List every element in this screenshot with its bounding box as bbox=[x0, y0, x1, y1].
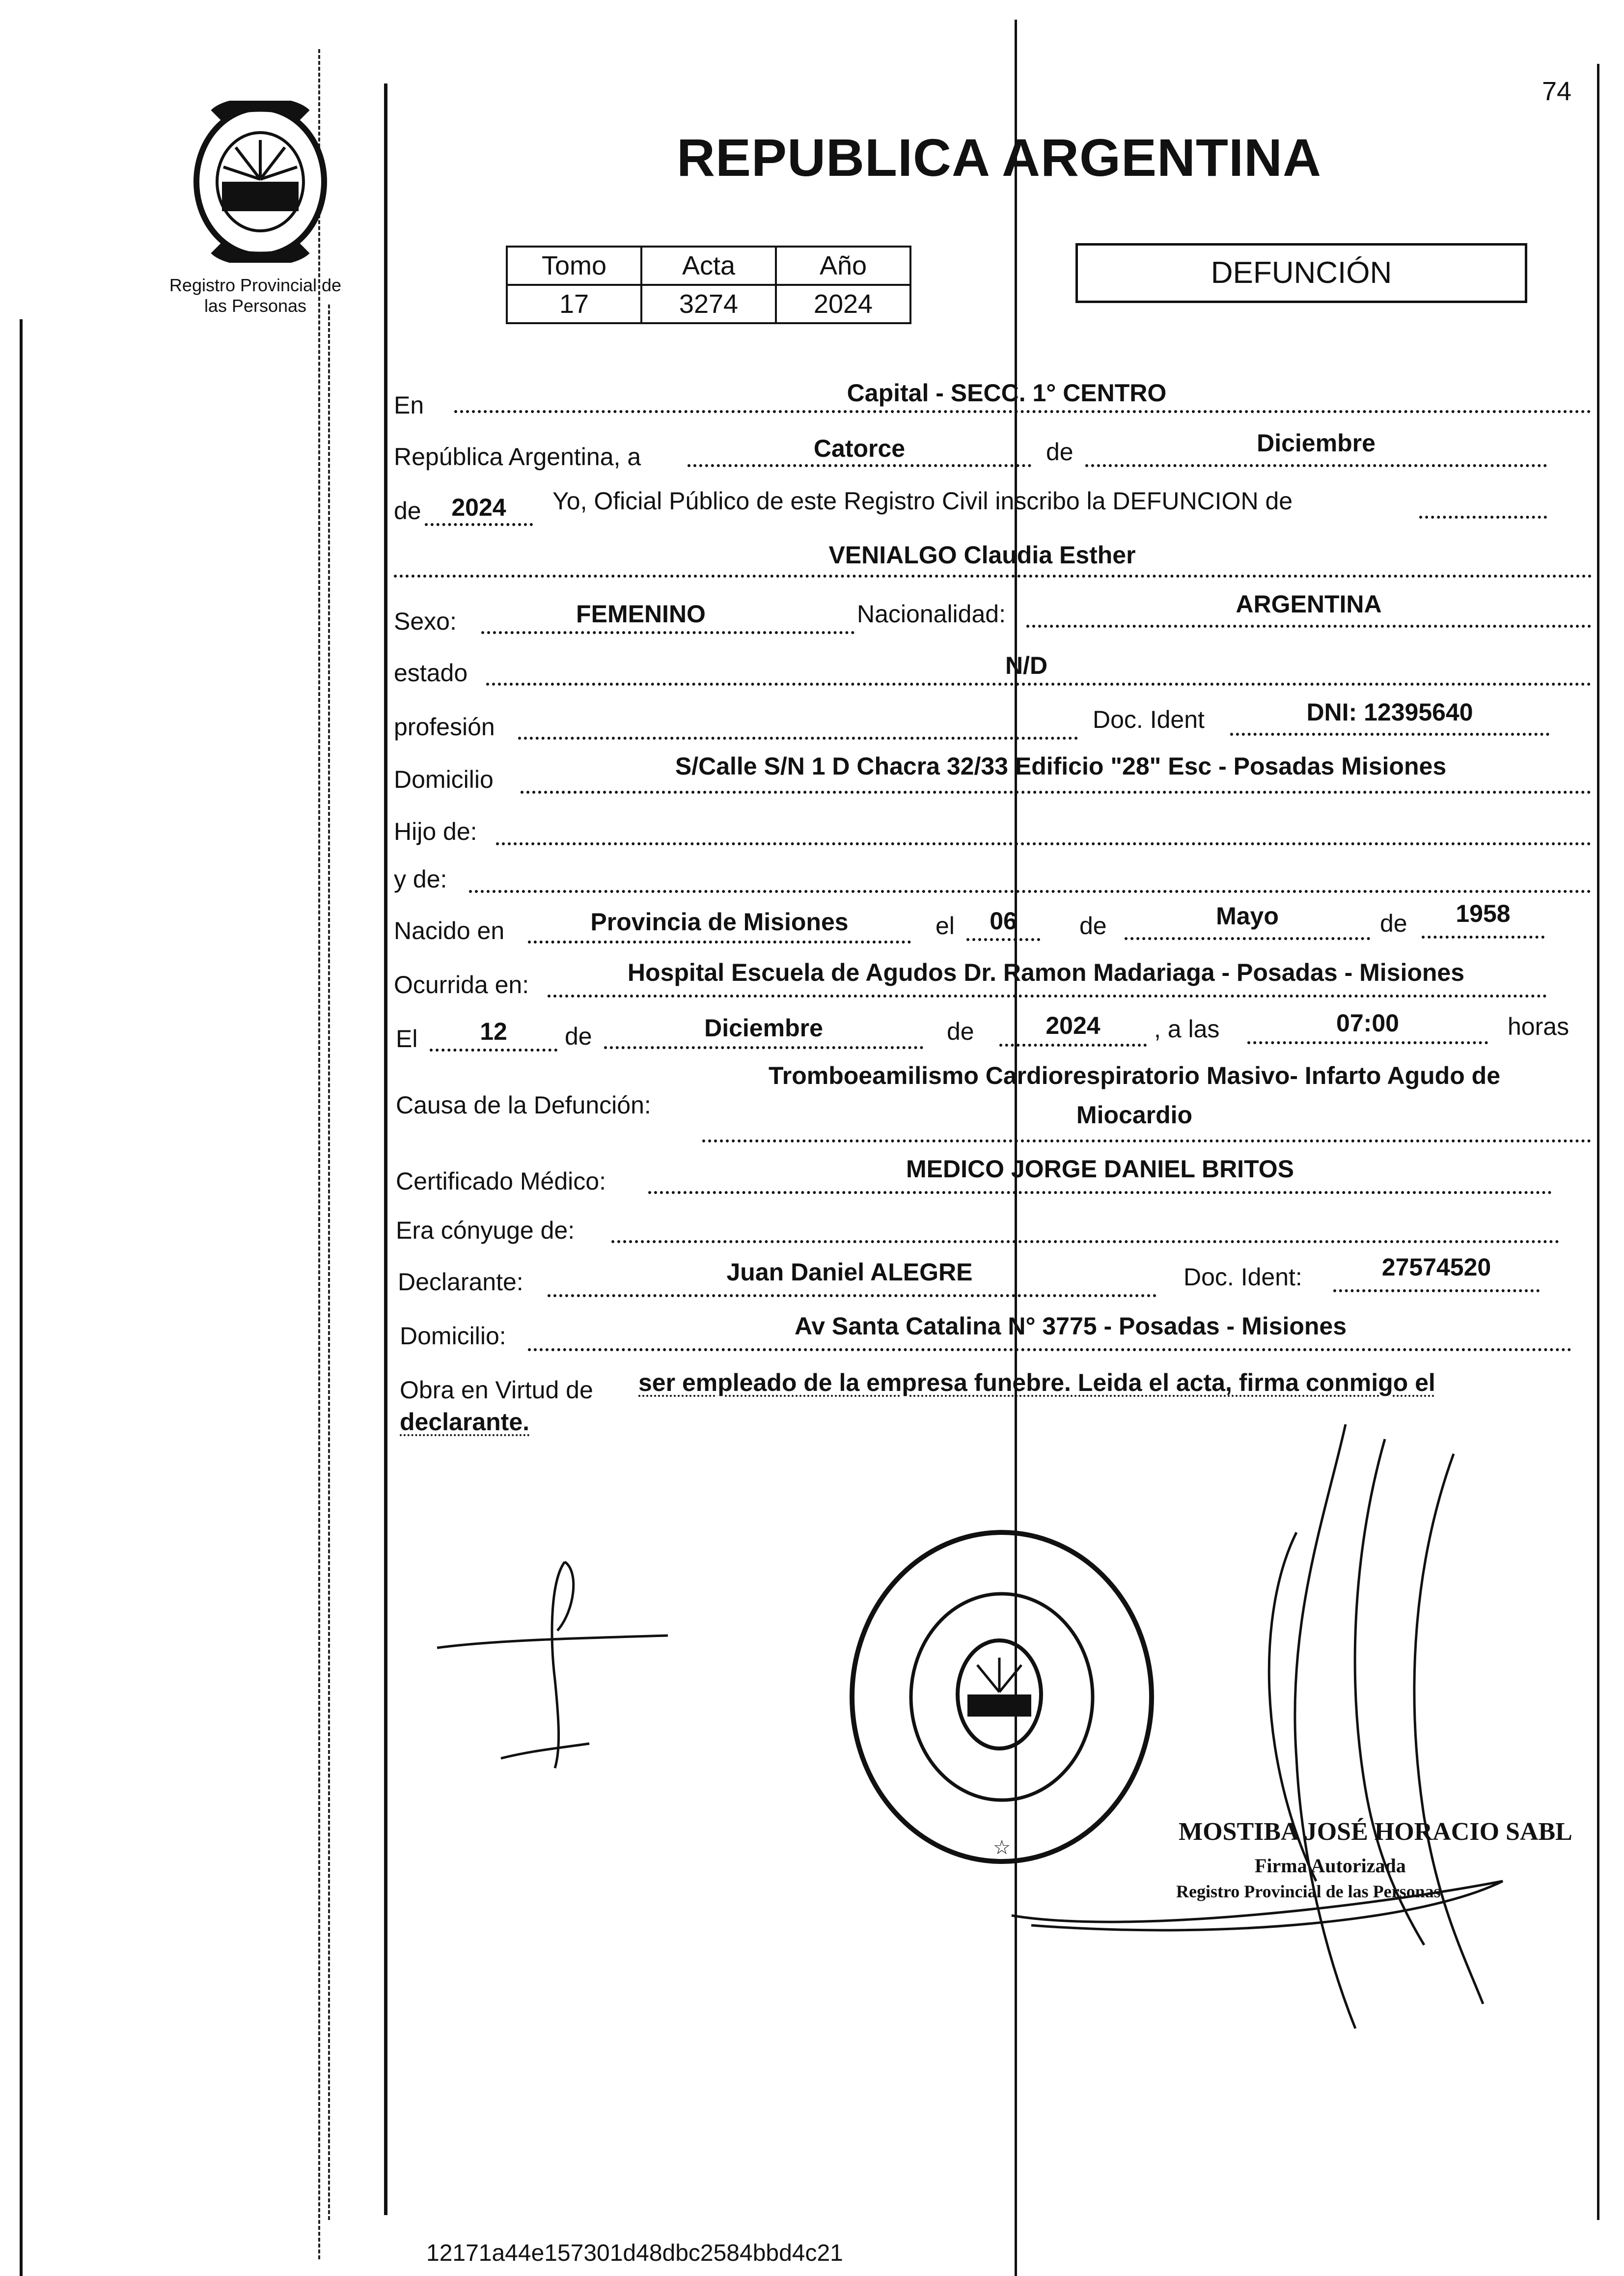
domicilio-declarante-value: Av Santa Catalina N° 3775 - Posadas - Misiones bbox=[794, 1312, 1347, 1340]
defuncion-year-line bbox=[999, 1044, 1147, 1047]
document-title: REPUBLICA ARGENTINA bbox=[677, 128, 1321, 187]
page-number: 74 bbox=[1542, 77, 1572, 106]
defuncion-a-las-label: , a las bbox=[1154, 1015, 1220, 1043]
nacido-year-value: 1958 bbox=[1456, 900, 1511, 927]
defuncion-el-label: El bbox=[396, 1025, 418, 1053]
defuncion-day-value: 12 bbox=[480, 1018, 507, 1045]
signature-icon bbox=[982, 1415, 1522, 2053]
fecha-statement: Yo, Oficial Público de este Registro Civil inscribo la DEFUNCION de bbox=[552, 487, 1293, 515]
fecha-month-line bbox=[1085, 464, 1547, 467]
sexo-label: Sexo: bbox=[394, 608, 457, 635]
fecha-month-value: Diciembre bbox=[1257, 429, 1376, 457]
declarante-doc-label: Doc. Ident: bbox=[1184, 1263, 1302, 1291]
official-office: Registro Provincial de las Personas bbox=[1176, 1882, 1441, 1901]
left-binding-line bbox=[20, 319, 23, 2276]
defuncion-time-line bbox=[1247, 1041, 1488, 1044]
signature-icon bbox=[432, 1552, 678, 1778]
causa-line bbox=[702, 1139, 1591, 1142]
nacido-month-line bbox=[1125, 937, 1370, 940]
doc-line bbox=[1230, 733, 1549, 736]
estado-line bbox=[486, 683, 1591, 686]
declarante-value: Juan Daniel ALEGRE bbox=[726, 1258, 973, 1286]
fecha-de-label: de bbox=[1046, 438, 1073, 466]
deceased-name: VENIALGO Claudia Esther bbox=[828, 541, 1136, 569]
document-hash: 12171a44e157301d48dbc2584bbd4c21 bbox=[426, 2240, 843, 2266]
doc-value: DNI: 12395640 bbox=[1306, 698, 1473, 726]
province-emblem-logo bbox=[187, 101, 334, 263]
fecha-de2-label: de bbox=[394, 497, 421, 525]
sexo-value: FEMENINO bbox=[576, 600, 706, 628]
y-de-line bbox=[469, 890, 1591, 893]
conyuge-label: Era cónyuge de: bbox=[396, 1217, 575, 1244]
causa-label: Causa de la Defunción: bbox=[396, 1091, 651, 1119]
fecha-day-value: Catorce bbox=[813, 435, 906, 462]
obra-value-line1: ser empleado de la empresa funebre. Leida el acta, firma conmigo el bbox=[638, 1369, 1435, 1396]
official-title: Firma Autorizada bbox=[1255, 1855, 1406, 1877]
svg-text:☆: ☆ bbox=[993, 1836, 1011, 1859]
fecha-day-line bbox=[688, 464, 1031, 467]
hijo-de-line bbox=[496, 842, 1591, 845]
doc-label: Doc. Ident bbox=[1093, 706, 1205, 733]
domicilio-declarante-line bbox=[528, 1348, 1571, 1351]
hijo-de-label: Hijo de: bbox=[394, 818, 477, 845]
sexo-line bbox=[481, 631, 854, 634]
nacido-el-label: el bbox=[936, 912, 955, 940]
nacido-label: Nacido en bbox=[394, 917, 505, 944]
obra-value-line2: declarante. bbox=[400, 1408, 530, 1436]
logo-caption bbox=[157, 275, 354, 316]
nacionalidad-label: Nacionalidad: bbox=[857, 600, 1006, 628]
defuncion-time-value: 07:00 bbox=[1336, 1009, 1399, 1037]
nacido-day-value: 06 bbox=[990, 907, 1017, 935]
defuncion-year-value: 2024 bbox=[1046, 1012, 1101, 1039]
left-punch-marks bbox=[328, 305, 330, 2220]
defuncion-de-label: de bbox=[565, 1023, 592, 1050]
nombre-line bbox=[394, 575, 1592, 578]
domicilio-line bbox=[521, 791, 1591, 794]
fecha-year-value: 2024 bbox=[451, 494, 506, 521]
nacionalidad-line bbox=[1026, 625, 1591, 628]
profesion-line bbox=[518, 737, 1078, 740]
official-signature bbox=[982, 1415, 1522, 2053]
nacionalidad-value: ARGENTINA bbox=[1236, 590, 1382, 618]
defuncion-horas-label: horas bbox=[1508, 1013, 1569, 1040]
causa-line1: Tromboeamilismo Cardiorespiratorio Masivo- Infarto Agudo de bbox=[768, 1062, 1500, 1089]
domicilio-value: S/Calle S/N 1 D Chacra 32/33 Edificio "28" Esc - Posadas Misiones bbox=[675, 752, 1447, 780]
declarante-label: Declarante: bbox=[398, 1268, 523, 1296]
en-value: Capital - SECC. 1° CENTRO bbox=[847, 379, 1167, 407]
declarante-doc-line bbox=[1333, 1289, 1540, 1292]
declarante-line bbox=[548, 1294, 1156, 1297]
defuncion-month-line bbox=[604, 1046, 923, 1049]
fecha-year-line bbox=[425, 523, 533, 526]
defuncion-day-line bbox=[430, 1049, 557, 1052]
official-name: MOSTIBA JOSÉ HORACIO SABL bbox=[1179, 1818, 1572, 1846]
nacido-place-value: Provincia de Misiones bbox=[590, 908, 849, 936]
nacido-de-label: de bbox=[1079, 912, 1107, 940]
emblem-icon bbox=[187, 101, 334, 263]
nacido-month-value: Mayo bbox=[1216, 902, 1279, 930]
table-header-cell: Acta bbox=[641, 247, 776, 285]
domicilio-declarante-label: Domicilio: bbox=[400, 1322, 506, 1350]
profesion-label: profesión bbox=[394, 713, 495, 741]
left-punch-marks bbox=[318, 49, 320, 2259]
table-header-cell: Tomo bbox=[507, 247, 641, 285]
en-line bbox=[454, 410, 1591, 413]
form-left-border bbox=[384, 83, 387, 2215]
declarante-doc-value: 27574520 bbox=[1381, 1253, 1491, 1281]
certificado-line bbox=[648, 1191, 1552, 1194]
logo-caption-line1: Registro Provincial de bbox=[169, 275, 342, 295]
declarante-signature bbox=[432, 1552, 678, 1778]
defuncion-month-value: Diciembre bbox=[704, 1014, 823, 1042]
obra-label: Obra en Virtud de bbox=[400, 1376, 593, 1404]
estado-value: N/D bbox=[1005, 652, 1048, 679]
anio-value: 2024 bbox=[776, 285, 910, 323]
fecha-label: República Argentina, a bbox=[394, 443, 641, 471]
defuncion-de2-label: de bbox=[947, 1018, 974, 1045]
ocurrida-line bbox=[548, 995, 1547, 998]
record-table bbox=[506, 246, 911, 324]
conyuge-line bbox=[611, 1240, 1559, 1243]
y-de-label: y de: bbox=[394, 865, 447, 893]
nacido-place-line bbox=[528, 941, 911, 944]
acta-value: 3274 bbox=[641, 285, 776, 323]
en-label: En bbox=[394, 391, 424, 419]
table-header-row bbox=[507, 247, 910, 285]
certificado-label: Certificado Médico: bbox=[396, 1167, 606, 1195]
record-type-box: DEFUNCIÓN bbox=[1075, 243, 1527, 303]
nacido-day-line bbox=[966, 938, 1040, 941]
form-right-border bbox=[1597, 64, 1599, 2220]
fecha-statement-line bbox=[1419, 516, 1547, 519]
table-row bbox=[507, 285, 910, 323]
table-header-cell: Año bbox=[776, 247, 910, 285]
causa-line2: Miocardio bbox=[1076, 1101, 1193, 1129]
nacido-year-line bbox=[1422, 936, 1544, 939]
ocurrida-label: Ocurrida en: bbox=[394, 971, 529, 999]
ocurrida-value: Hospital Escuela de Agudos Dr. Ramon Madariaga - Posadas - Misiones bbox=[627, 959, 1465, 986]
tomo-value: 17 bbox=[507, 285, 641, 323]
estado-label: estado bbox=[394, 659, 468, 687]
domicilio-label: Domicilio bbox=[394, 766, 494, 793]
nacido-de2-label: de bbox=[1380, 910, 1407, 937]
certificado-value: MEDICO JORGE DANIEL BRITOS bbox=[906, 1155, 1294, 1183]
logo-caption-line2: las Personas bbox=[204, 296, 307, 316]
